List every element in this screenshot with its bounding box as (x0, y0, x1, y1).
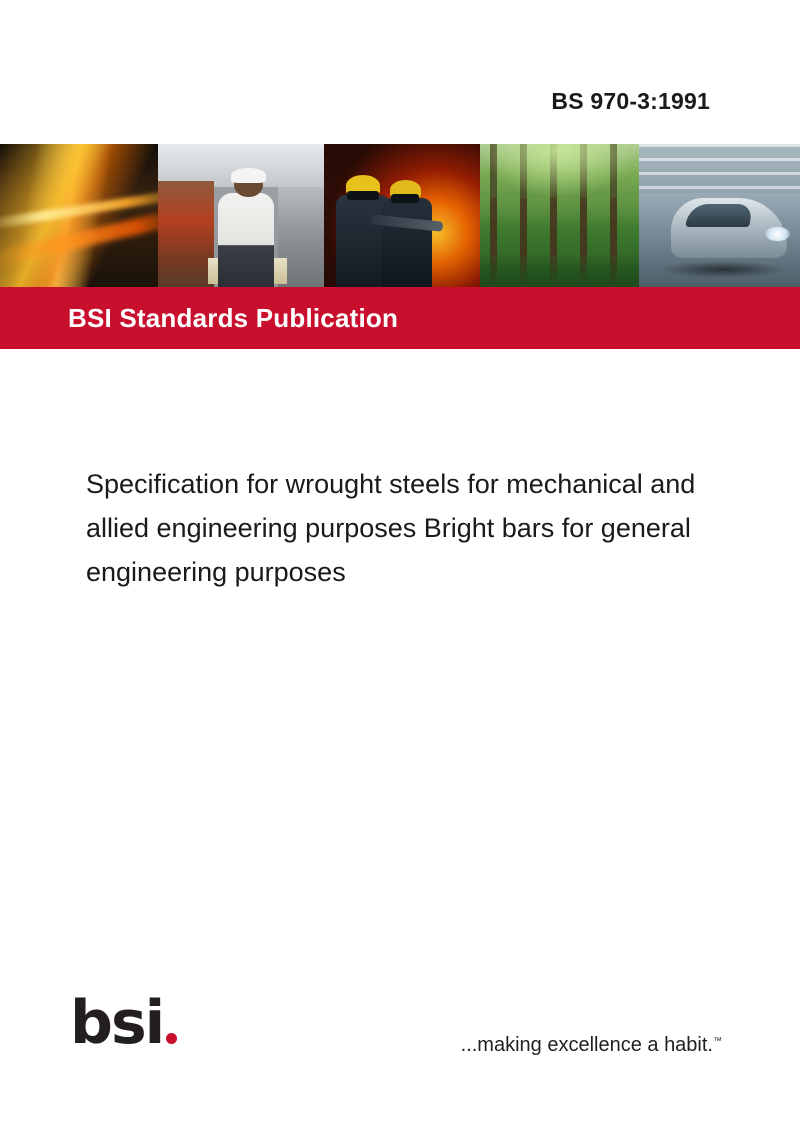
bsi-standards-label: BSI Standards Publication (68, 302, 399, 333)
bsi-logo-text: bsi (70, 988, 164, 1058)
light-trails-photo (0, 144, 158, 287)
tagline (461, 1034, 722, 1057)
bsi-standards-bar (0, 287, 800, 349)
firefighters-photo (324, 144, 480, 287)
forest-photo (480, 144, 639, 287)
bsi-logo (70, 988, 177, 1058)
trademark-symbol: ™ (713, 1035, 722, 1046)
tagline-text: ...making excellence a habit. (460, 1034, 713, 1056)
cover-banner (0, 144, 800, 349)
car-production-photo (639, 144, 800, 287)
photo-strip (0, 144, 800, 287)
standard-number: BS 970-3:1991 (551, 88, 710, 114)
bsi-logo-dot-icon (166, 1033, 177, 1044)
warehouse-worker-photo (158, 144, 324, 287)
page-title: Specification for wrought steels for mechanical and allied engineering purposes Bright bars for general engineering purposes (86, 469, 696, 587)
